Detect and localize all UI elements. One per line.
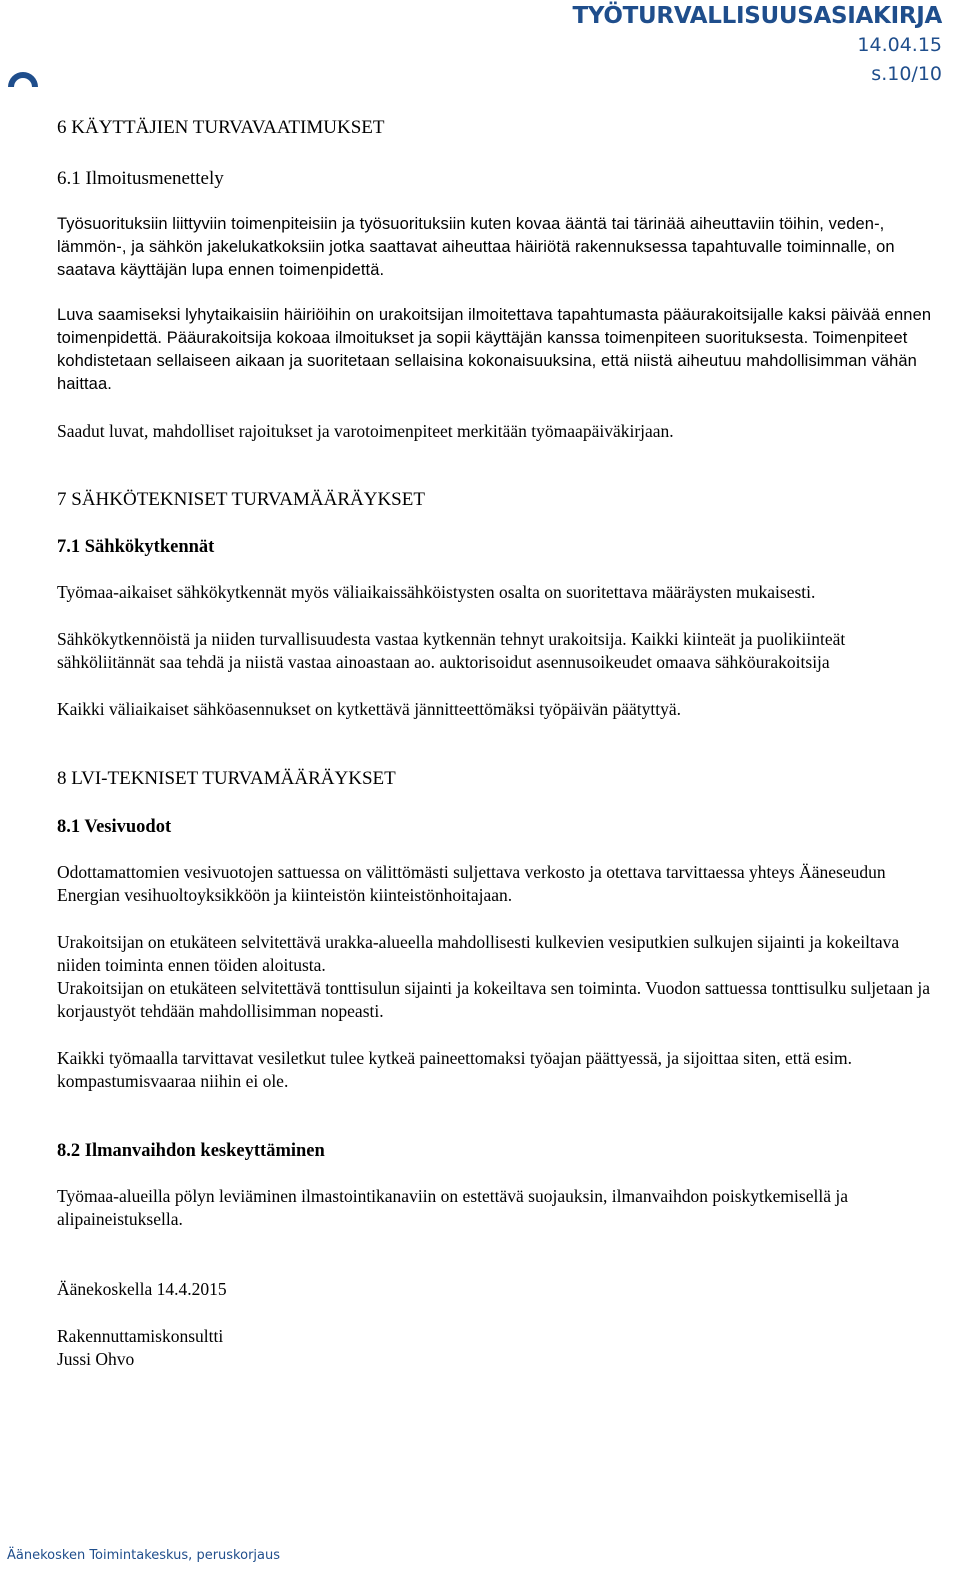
section-6-1-heading: 6.1 Ilmoitusmenettely	[57, 168, 224, 189]
document-date: 14.04.15	[857, 34, 942, 56]
section-6-heading: 6 KÄYTTÄJIEN TURVAVAATIMUKSET	[57, 117, 385, 138]
page-footer: Äänekosken Toimintakeskus, peruskorjaus	[7, 1548, 280, 1563]
document-body	[57, 116, 943, 1371]
section-6-1-paragraph-2: Luva saamiseksi lyhytaikaisiin häiriöihin on urakoitsijan ilmoitettava tapahtumasta pääurakoitsijalle kaksi päivää ennen toimenpidettä. Pääurakoitsija kokoaa ilmoitukset ja sopii käyttäjän kanssa toimenpiteen suorituksesta. Toimenpiteet kohdistetaan sellaiseen aikaan ja suoritetaan sellaisina kokonaisuuksina, että niistä aiheutuu mahdollisimman vähän haittaa.	[57, 306, 932, 393]
section-8-1-heading: 8.1 Vesivuodot	[57, 817, 172, 837]
section-7-1-paragraph-2: Sähkökytkennöistä ja niiden turvallisuudesta vastaa kytkennän tehnyt urakoitsija. Kaikki kiinteät ja puolikiinteät sähköliitännät saa tehdä ja niistä vastaa ainoastaan ao. auktorisoidut asennusoikeudet omaava sähköurakoitsija	[57, 629, 846, 672]
section-8-1-paragraph-2b: Urakoitsijan on etukäteen selvitettävä tonttisulun sijainti ja kokeiltava sen toiminta. Vuodon sattuessa tonttisulku suljetaan ja korjaustyöt tehdään mahdollisimman nopeasti.	[57, 978, 930, 1021]
section-7-1-paragraph-1: Työmaa-aikaiset sähkökytkennät myös väliaikaissähköistysten osalta on suoritettava määräysten mukaisesti.	[57, 582, 816, 602]
section-8-1-paragraph-1: Odottamattomien vesivuotojen sattuessa on välittömästi suljettava verkosto ja otettava tarvittaessa yhteys Ääneseudun Energian vesihuoltoyksikköön ja kiinteistön kiinteistönhoitajaan.	[57, 862, 886, 905]
page-number: s.10/10	[871, 63, 942, 85]
section-8-2-paragraph-1: Työmaa-alueilla pölyn leviäminen ilmastointikanaviin on estettävä suojauksin, ilmanvaihdon poiskytkemisellä ja alipaineistuksella.	[57, 1186, 848, 1229]
signature-role: Rakennuttamiskonsultti	[57, 1326, 224, 1346]
section-7-heading: 7 SÄHKÖTEKNISET TURVAMÄÄRÄYKSET	[57, 489, 425, 510]
section-8-2-heading: 8.2 Ilmanvaihdon keskeyttäminen	[57, 1141, 325, 1161]
arc-logo-icon	[6, 66, 40, 93]
signature-place-date: Äänekoskella 14.4.2015	[57, 1279, 227, 1299]
signature-name: Jussi Ohvo	[57, 1349, 135, 1369]
section-6-1-paragraph-3: Saadut luvat, mahdolliset rajoitukset ja varotoimenpiteet merkitään työmaapäiväkirjaan.	[57, 421, 674, 441]
section-8-1-paragraph-3: Kaikki työmaalla tarvittavat vesiletkut tulee kytkeä paineettomaksi työajan päättyessä, ja sijoittaa siten, että esim. kompastumisvaaraa niihin ei ole.	[57, 1048, 853, 1091]
section-7-1-heading: 7.1 Sähkökytkennät	[57, 537, 215, 557]
section-8-heading: 8 LVI-TEKNISET TURVAMÄÄRÄYKSET	[57, 768, 396, 789]
document-title: TYÖTURVALLISUUSASIAKIRJA	[572, 3, 942, 29]
section-7-1-paragraph-3: Kaikki väliaikaiset sähköasennukset on kytkettävä jännitteettömäksi työpäivän päätyttyä.	[57, 699, 681, 719]
section-8-1-paragraph-2a: Urakoitsijan on etukäteen selvitettävä urakka-alueella mahdollisesti kulkevien vesiputkien sulkujen sijainti ja kokeiltava niiden toiminta ennen töiden aloitusta.	[57, 932, 900, 975]
section-6-1-paragraph-1: Työsuorituksiin liittyviin toimenpiteisiin ja työsuorituksiin kuten kovaa ääntä tai tärinää aiheuttaviin töihin, veden-, lämmön-, ja sähkön jakelukatkoksiin jotka saattavat aiheuttaa häiriötä rakennuksessa tapahtuvalle toiminnalle, on saatava käyttäjän lupa ennen toimenpidettä.	[57, 215, 895, 279]
